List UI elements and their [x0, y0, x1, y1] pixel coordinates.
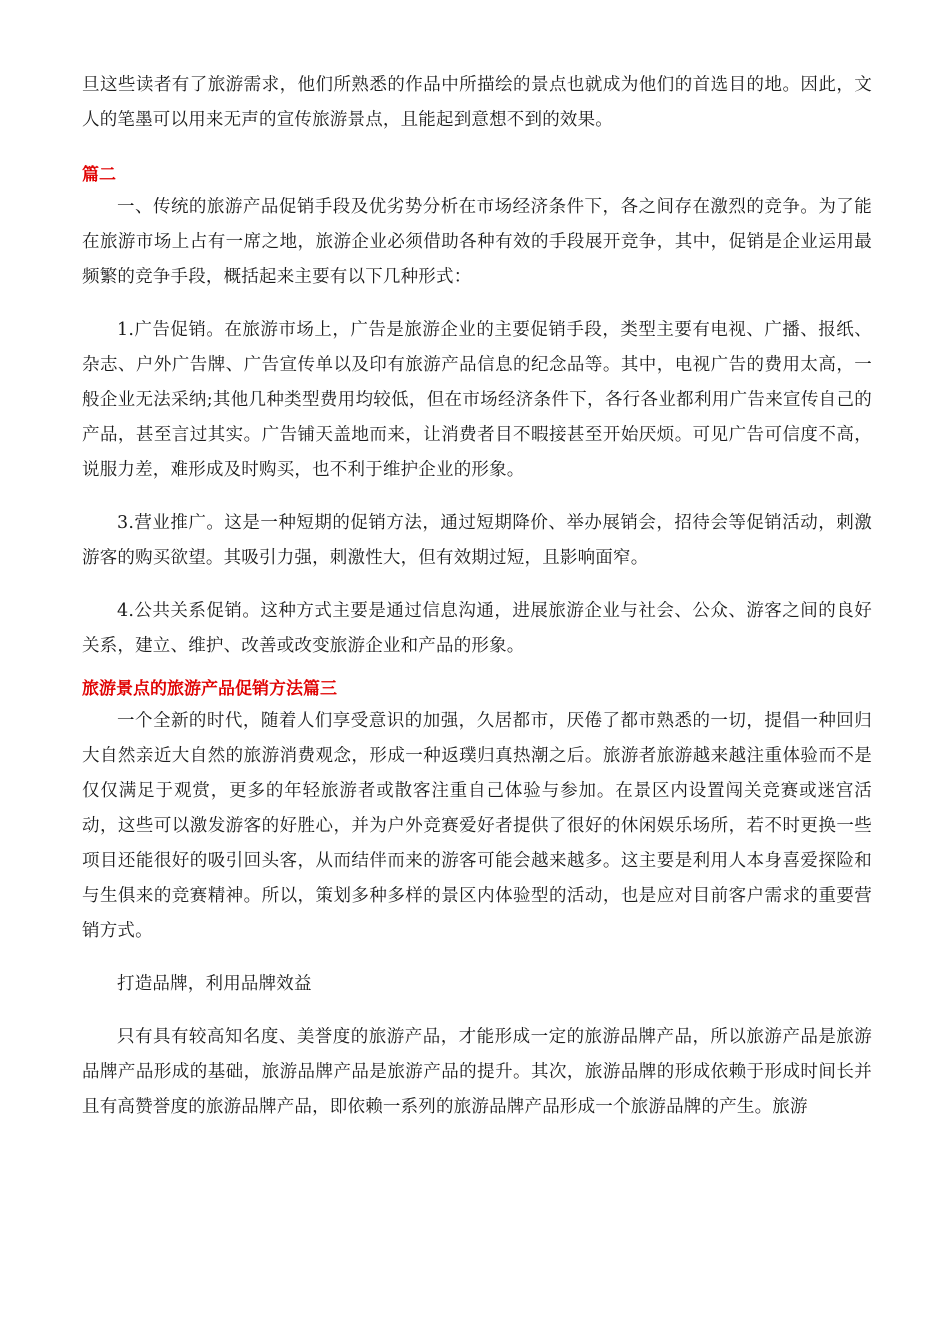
- paragraph-experience: 一个全新的时代，随着人们享受意识的加强，久居都市，厌倦了都市熟悉的一切，提倡一种回归大自然亲近大自然的旅游消费观念，形成一种返璞归真热潮之后。旅游者旅游越来越注重体验而不是仅仅满足于观赏，更多的年轻旅游者或散客注重自己体验与参加。在景区内设置闯关竞赛或迷宫活动，这些可以激发游客的好胜心，并为户外竞赛爱好者提供了很好的休闲娱乐场所，若不时更换一些项目还能很好的吸引回头客，从而结伴而来的游客可能会越来越多。这主要是利用人本身喜爱探险和与生俱来的竞赛精神。所以，策划多种多样的景区内体验型的活动，也是应对目前客户需求的重要营销方式。: [82, 711, 872, 941]
- paragraph-brand-title: 打造品牌，利用品牌效益: [117, 974, 312, 994]
- section-heading-3: 旅游景点的旅游产品促销方法篇三: [82, 679, 337, 699]
- paragraph-advertising: 1.广告促销。在旅游市场上，广告是旅游企业的主要促销手段，类型主要有电视、广播、报纸、杂志、户外广告牌、广告宣传单以及印有旅游产品信息的纪念品等。其中，电视广告的费用太高，一般企业无法采纳;其他几种类型费用均较低，但在市场经济条件下，各行各业都利用广告来宣传自己的产品，甚至言过其实。广告铺天盖地而来，让消费者目不暇接甚至开始厌烦。可见广告可信度不高，说服力差，难形成及时购买，也不利于维护企业的形象。: [82, 320, 872, 480]
- paragraph-brand: 只有具有较高知名度、美誉度的旅游产品，才能形成一定的旅游品牌产品，所以旅游产品是旅游品牌产品形成的基础，旅游品牌产品是旅游产品的提升。其次，旅游品牌的形成依赖于形成时间长并且有高赞誉度的旅游品牌产品，即依赖一系列的旅游品牌产品形成一个旅游品牌的产生。旅游: [82, 1027, 872, 1117]
- document-page: [82, 68, 872, 1125]
- paragraph-intro: 旦这些读者有了旅游需求，他们所熟悉的作品中所描绘的景点也就成为他们的首选目的地。因此，文人的笔墨可以用来无声的宣传旅游景点，且能起到意想不到的效果。: [82, 75, 872, 130]
- paragraph-sales-promotion: 3.营业推广。这是一种短期的促销方法，通过短期降价、举办展销会，招待会等促销活动，刺激游客的购买欲望。其吸引力强，刺激性大，但有效期过短，且影响面窄。: [82, 513, 872, 568]
- paragraph-promotion-overview: 一、传统的旅游产品促销手段及优劣势分析在市场经济条件下，各之间存在激烈的竞争。为了能在旅游市场上占有一席之地，旅游企业必须借助各种有效的手段展开竞争，其中，促销是企业运用最频繁的竞争手段，概括起来主要有以下几种形式：: [82, 197, 872, 287]
- paragraph-public-relations: 4.公共关系促销。这种方式主要是通过信息沟通，进展旅游企业与社会、公众、游客之间的良好关系，建立、维护、改善或改变旅游企业和产品的形象。: [82, 601, 872, 656]
- section-heading-2: 篇二: [82, 165, 116, 185]
